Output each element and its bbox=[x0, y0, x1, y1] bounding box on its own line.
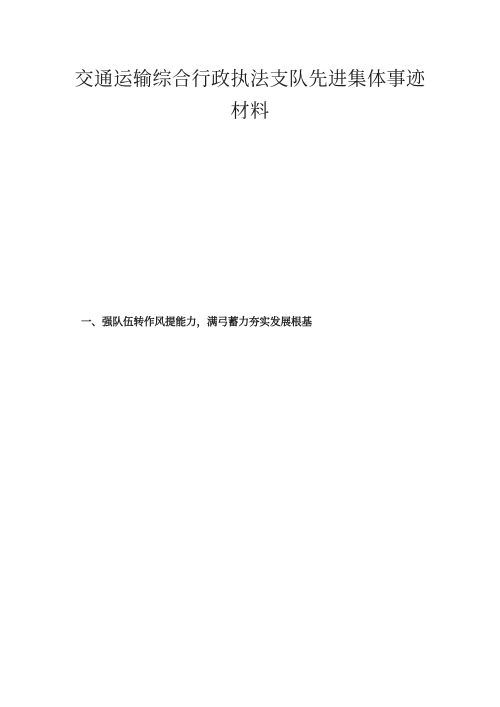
document-title-line-1: 交通运输综合行政执法支队先进集体事迹 bbox=[74, 68, 426, 90]
document-title-line-2: 材料 bbox=[230, 100, 270, 122]
section-heading-1: 一、强队伍转作风提能力，满弓蓄力夯实发展根基 bbox=[81, 316, 312, 328]
